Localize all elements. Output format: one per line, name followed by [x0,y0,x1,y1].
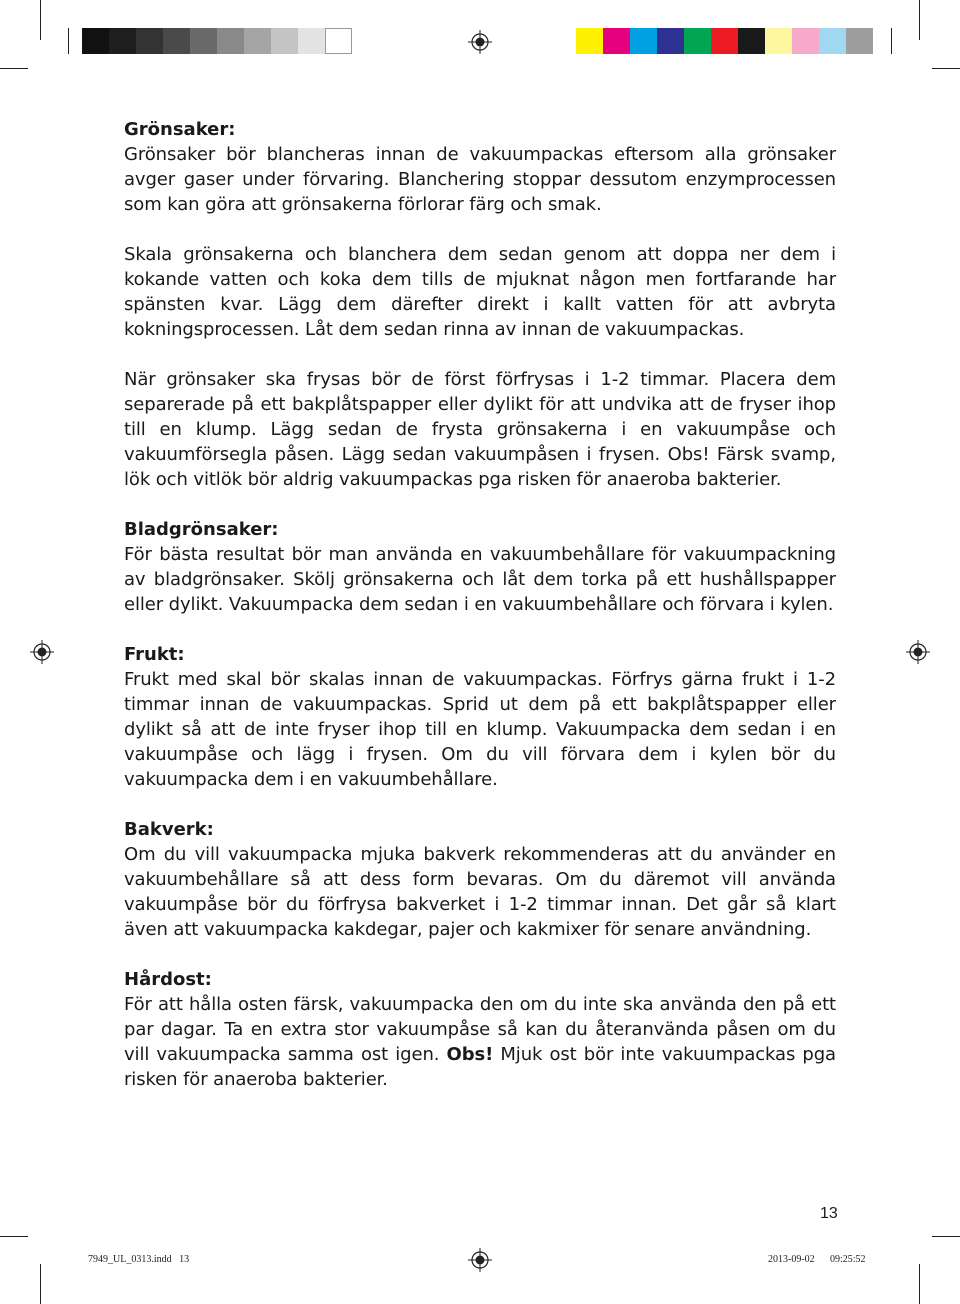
slug-filename: 7949_UL_0313.indd 13 [88,1254,190,1265]
paragraph: När grönsaker ska frysas bör de först förfrysas i 1-2 timmar. Placera dem separerade på ett bakplåtspapper eller dylikt för att undvika att de fryser ihop till en klump. Lägg sedan de frysta grönsakerna i en vakuumpåse och vakuumförsegla påsen. Lägg sedan vakuumpåsen i frysen. Obs! Färsk svamp, lök och vitlök bör aldrig vakuumpackas pga risken för anaeroba bakterier. [124,369,836,490]
color-swatch [217,28,244,54]
slug-date: 2013-09-02 [768,1254,815,1265]
crop-mark [932,1236,960,1237]
color-swatch [244,28,271,54]
section-heading: Grönsaker: [124,119,236,140]
registration-mark-icon [906,640,930,664]
color-swatch [684,28,711,54]
section-heading: Hårdost: [124,969,212,990]
color-swatch [576,28,603,54]
section-bakverk [124,817,836,942]
color-swatch [298,28,325,54]
color-swatch [846,28,873,54]
color-swatch [163,28,190,54]
section-frukt [124,642,836,792]
crop-mark [0,68,28,69]
color-swatch [819,28,846,54]
color-swatch [271,28,298,54]
section-gronsaker [124,117,836,492]
crop-mark [932,68,960,69]
color-swatch [603,28,630,54]
grayscale-color-bar [82,28,352,54]
crop-mark [919,0,920,40]
paragraph: För bästa resultat bör man använda en vakuumbehållare för vakuumpackning av bladgrönsaker. Skölj grönsakerna och låt dem torka på ett hushållspapper eller dylikt. Vakuumpacka dem sedan i en vakuumbehållare och förvara i kylen. [124,544,836,615]
process-color-bar [576,28,873,54]
color-swatch [792,28,819,54]
page-number: 13 [820,1205,838,1222]
color-swatch [630,28,657,54]
slug-time: 09:25:52 [830,1254,866,1265]
crop-mark [40,0,41,40]
color-swatch [325,28,352,54]
color-swatch [711,28,738,54]
crop-mark [0,1236,28,1237]
obs-emphasis: Obs! [446,1044,494,1065]
crop-mark [919,1264,920,1304]
section-hardost [124,967,836,1092]
registration-mark-icon [468,1248,492,1272]
color-swatch [109,28,136,54]
registration-mark-icon [30,640,54,664]
paragraph: Skala grönsakerna och blanchera dem sedan genom att doppa ner dem i kokande vatten och koka dem tills de mjuknat någon men fortfarande har spänsten kvar. Lägg dem därefter direkt i kallt vatten för att avbryta kokningsprocessen. Låt dem sedan rinna av innan de vakuumpackas. [124,244,836,340]
registration-mark-icon [468,30,492,54]
color-swatch [190,28,217,54]
paragraph: Om du vill vakuumpacka mjuka bakverk rekommenderas att du använder en vakuumbehållare så att dess form bevaras. Om du däremot vill använda vakuumpåse bör du förfrysa bakverket i 1-2 timmar innan. Det går så klart även att vakuumpacka kakdegar, pajer och kakmixer för senare användning. [124,844,836,940]
section-bladgronsaker [124,517,836,617]
paragraph [124,992,836,1092]
paragraph: Grönsaker bör blancheras innan de vakuumpackas eftersom alla grönsaker avger gaser under förvaring. Blanchering stoppar dessutom enzymprocessen som kan göra att grönsakerna förlorar färg och smak. [124,144,836,215]
color-swatch [82,28,109,54]
color-swatch [657,28,684,54]
color-swatch [738,28,765,54]
color-swatch [765,28,792,54]
paragraph-text: Mjuk ost bör inte vakuumpackas pga risken för anaeroba bakterier. [124,1044,836,1090]
paragraph-text: För att hålla osten färsk, vakuumpacka den om du inte ska använda den på ett par dagar. Ta en extra stor vakuumpåse så kan du återanvända påsen om du vill vakuumpacka samma ost igen. [124,994,836,1065]
section-heading: Bladgrönsaker: [124,519,279,540]
crop-mark [68,28,69,54]
section-heading: Frukt: [124,644,185,665]
crop-mark [891,28,892,54]
paragraph: Frukt med skal bör skalas innan de vakuumpackas. Förfrys gärna frukt i 1-2 timmar innan de vakuumpackas. Sprid ut dem på ett bakplåtspapper eller dylikt så att de inte fryser ihop till en klump. Vakuumpacka dem sedan i en vakuumpåse och lägg i frysen. Om du vill förvara dem i kylen bör du vakuumpacka dem i en vakuumbehållare. [124,669,836,790]
section-heading: Bakverk: [124,819,214,840]
document-body [124,117,836,1117]
color-swatch [136,28,163,54]
crop-mark [40,1264,41,1304]
